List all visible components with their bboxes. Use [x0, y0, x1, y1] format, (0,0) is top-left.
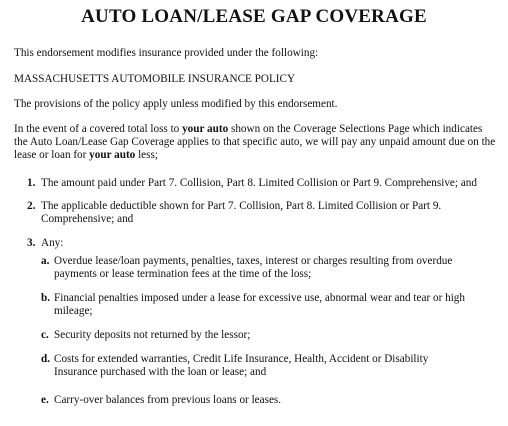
sub-item-text: Financial penalties imposed under a lease for excessive use, abnormal wear and tear or high mileage;: [54, 292, 465, 317]
list-item-number: 1.: [27, 177, 36, 189]
sub-item-letter: b.: [41, 292, 51, 304]
coverage-text-part2: shown on the Coverage Selections Page which indicates the Auto Loan/Lease Gap Coverage applies to that specific auto, we will pay any unpaid amount due on the lease or loan for: [14, 123, 496, 161]
sub-item-letter: e.: [41, 394, 49, 406]
list-item-text: Any:: [41, 237, 64, 249]
coverage-text-part1: In the event of a covered total loss to: [14, 123, 183, 135]
list-item-number: 3.: [27, 237, 36, 249]
provisions-statement: The provisions of the policy apply unless modified by this endorsement.: [14, 98, 338, 110]
policy-name: MASSACHUSETTS AUTOMOBILE INSURANCE POLICY: [14, 73, 296, 85]
list-item-number: 2.: [27, 200, 36, 212]
sub-item-letter: a.: [41, 255, 50, 267]
list-item-text: The amount paid under Part 7. Collision, Part 8. Limited Collision or Part 9. Comprehensive; and: [41, 177, 477, 189]
page-title: AUTO LOAN/LEASE GAP COVERAGE: [81, 6, 427, 27]
coverage-bold-your-auto-2: your auto: [89, 149, 136, 161]
coverage-paragraph: [14, 123, 498, 162]
sub-item-letter: d.: [41, 353, 51, 365]
sub-item-text: Carry-over balances from previous loans or leases.: [54, 394, 282, 406]
intro-statement: This endorsement modifies insurance provided under the following:: [14, 47, 319, 59]
sub-item-text: Security deposits not returned by the lessor;: [54, 329, 251, 341]
sub-item-text: Overdue lease/loan payments, penalties, taxes, interest or charges resulting from overdue payments or lease termination fees at the time of the loss;: [54, 255, 453, 280]
coverage-bold-your-auto-1: your auto: [182, 123, 229, 135]
sub-item-letter: c.: [41, 329, 49, 341]
coverage-text-part3: less;: [135, 149, 158, 161]
list-item-text: The applicable deductible shown for Part 7. Collision, Part 8. Limited Collision or Part 9. Comprehensive; and: [41, 200, 442, 225]
sub-item-text: Costs for extended warranties, Credit Life Insurance, Health, Accident or Disability Insurance purchased with the loan or lease; and: [54, 353, 429, 378]
